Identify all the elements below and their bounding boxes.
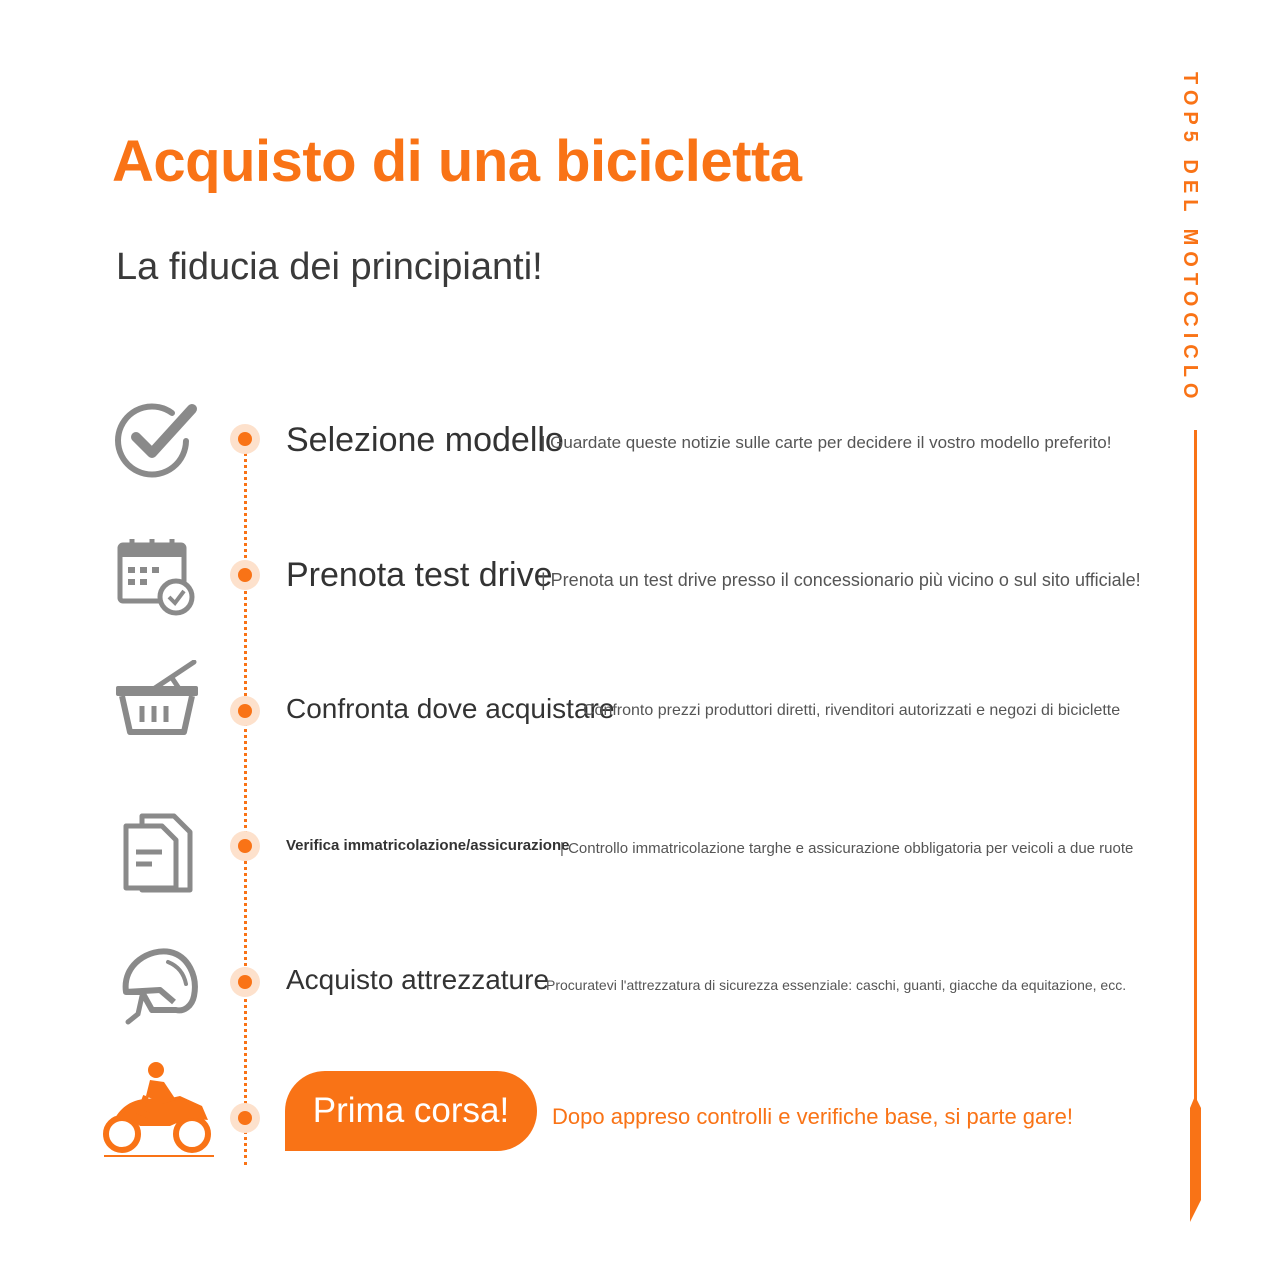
page-subtitle: La fiducia dei principianti! [116, 246, 543, 288]
side-divider-tip [1187, 1096, 1201, 1222]
timeline-dot [230, 1103, 260, 1133]
step-description-acquisto-attrezzature: Procuratevi l'attrezzatura di sicurezza essenziale: caschi, guanti, giacche da equitazione, ecc. [546, 977, 1127, 993]
calendar-clock-icon [112, 535, 202, 625]
timeline-dot [230, 560, 260, 590]
side-divider [1194, 430, 1197, 1100]
timeline-dot [230, 967, 260, 997]
timeline-dot [230, 424, 260, 454]
step-title-acquisto-attrezzature: Acquisto attrezzature [286, 964, 550, 995]
side-label: TOP5 DEL MOTOCICLO [1179, 72, 1201, 405]
prima-corsa-button[interactable]: Prima corsa! [285, 1071, 537, 1151]
final-step-description: Dopo appreso controlli e verifiche base, si parte gare! [552, 1104, 1073, 1129]
helmet-icon [112, 942, 202, 1032]
step-title-verifica-immatricolazione: Verifica immatricolazione/assicurazione [286, 837, 570, 854]
step-description-prenota-test-drive: | Prenota un test drive presso il concessionario più vicino o sul sito ufficiale! [541, 570, 1141, 590]
timeline-dot [230, 696, 260, 726]
timeline-line [244, 440, 247, 1165]
page-title: Acquisto di una bicicletta [112, 129, 802, 194]
motorcycle-rider-icon [100, 1060, 218, 1160]
step-title-selezione-modello: Selezione modello [286, 421, 564, 459]
step-description-selezione-modello: | Guardate queste notizie sulle carte per decidere il vostro modello preferito! [541, 433, 1112, 452]
step-description-confronta-dove-acquistare: Confronto prezzi produttori diretti, rivenditori autorizzati e negozi di biciclette [583, 702, 1121, 719]
step-title-confronta-dove-acquistare: Confronta dove acquistare [286, 693, 615, 724]
step-title-prenota-test-drive: Prenota test drive [286, 556, 553, 594]
timeline-dot [230, 831, 260, 861]
shopping-basket-icon [112, 660, 202, 750]
documents-icon [112, 810, 202, 900]
step-description-verifica-immatricolazione: | Controllo immatricolazione targhe e assicurazione obbligatoria per veicoli a due ruote [560, 840, 1134, 857]
checkmark-icon [112, 397, 202, 487]
